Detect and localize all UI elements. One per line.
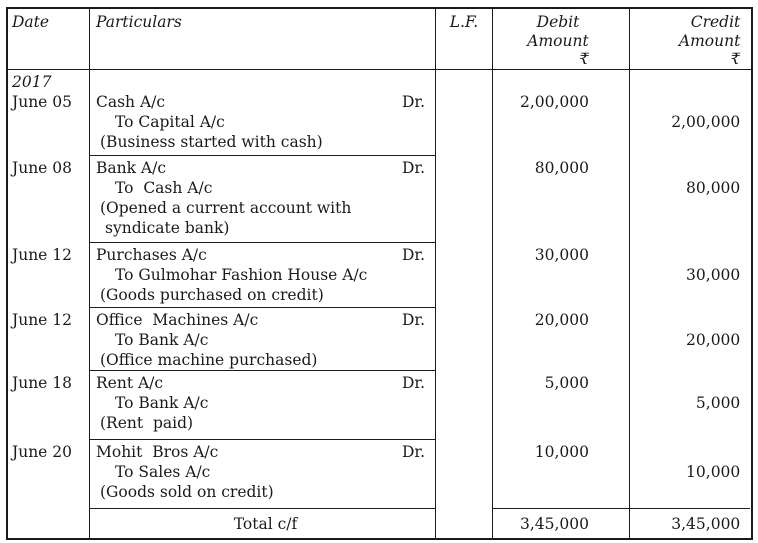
debit-account: Mohit Bros A/c [96, 442, 219, 461]
account-line [96, 442, 435, 462]
journal-entry-row [8, 308, 751, 371]
lf-cell [436, 508, 493, 538]
entry-date: June 18 [12, 373, 73, 392]
to-account-line: To Cash A/c [115, 178, 213, 197]
entry-year: 2017 [12, 72, 52, 91]
to-account-line: To Bank A/c [115, 330, 209, 349]
lf-cell [436, 156, 493, 243]
particulars-cell [90, 70, 436, 156]
journal-entry-row [8, 243, 751, 308]
credit-amount-cell: 20,000 [686, 330, 741, 349]
dr-label: Dr. [401, 373, 425, 392]
account-line [96, 373, 435, 393]
to-account-line: To Sales A/c [115, 462, 211, 481]
lf-cell [436, 371, 493, 440]
dr-label: Dr. [401, 92, 425, 111]
debit-amount-cell: 80,000 [493, 156, 630, 243]
journal-entry-row [8, 70, 751, 156]
dr-label: Dr. [401, 245, 425, 264]
debit-account: Purchases A/c [96, 245, 207, 264]
total-row [8, 508, 751, 538]
to-account-line: To Capital A/c [115, 112, 225, 131]
to-account-line: To Bank A/c [115, 393, 209, 412]
debit-account: Rent A/c [96, 373, 164, 392]
lf-cell [436, 308, 493, 371]
header-credit-line1: Credit [690, 13, 741, 31]
entry-date: June 08 [12, 158, 73, 177]
header-lf [436, 9, 493, 69]
journal-table [6, 7, 753, 540]
narration-line: (Goods sold on credit) [100, 482, 274, 501]
date-cell [8, 371, 90, 440]
header-particulars [90, 9, 436, 69]
debit-account: Cash A/c [96, 92, 166, 111]
narration-line: (Office machine purchased) [100, 350, 318, 369]
to-account-line: To Gulmohar Fashion House A/c [115, 265, 368, 284]
entry-date: June 20 [12, 442, 73, 461]
header-credit-line2: Amount [678, 31, 741, 50]
date-cell [8, 508, 90, 538]
total-credit-cell: 3,45,000 [630, 508, 750, 538]
account-line [96, 310, 435, 330]
credit-amount-cell: 10,000 [686, 462, 741, 481]
header-date [8, 9, 90, 69]
date-cell [8, 308, 90, 371]
particulars-cell [90, 308, 436, 371]
entry-date: June 12 [12, 245, 73, 264]
debit-amount-cell: 5,000 [493, 371, 630, 440]
debit-account: Office Machines A/c [96, 310, 259, 329]
total-debit-cell: 3,45,000 [493, 508, 630, 538]
credit-amount-cell: 2,00,000 [671, 112, 741, 131]
journal-header-row [8, 9, 751, 70]
account-line [96, 158, 435, 178]
date-cell [8, 440, 90, 508]
header-debit [493, 9, 630, 69]
account-line [96, 245, 435, 265]
account-line [96, 92, 435, 112]
debit-amount-cell: 10,000 [493, 440, 630, 508]
rupee-sign-credit: ₹ [730, 50, 741, 68]
date-cell [8, 70, 90, 156]
debit-account: Bank A/c [96, 158, 167, 177]
narration-line: (Goods purchased on credit) [100, 285, 324, 304]
narration-line: (Rent paid) [100, 413, 194, 432]
journal-entry-row [8, 156, 751, 243]
journal-entry-row [8, 371, 751, 440]
narration-line-2: syndicate bank) [105, 218, 230, 237]
dr-label: Dr. [401, 158, 425, 177]
header-debit-line2: Amount [527, 31, 589, 50]
debit-amount-cell: 30,000 [493, 243, 630, 308]
header-date-label: Date [12, 13, 50, 31]
narration-line: (Business started with cash) [100, 132, 323, 151]
particulars-cell [90, 243, 436, 308]
credit-amount-cell: 80,000 [686, 178, 741, 197]
header-particulars-label: Particulars [96, 13, 182, 31]
lf-cell [436, 243, 493, 308]
rupee-sign-debit: ₹ [579, 50, 589, 68]
credit-amount-cell: 30,000 [686, 265, 741, 284]
entry-date: June 05 [12, 92, 73, 111]
debit-amount-cell: 20,000 [493, 308, 630, 371]
lf-cell [436, 440, 493, 508]
date-cell [8, 243, 90, 308]
debit-amount-cell: 2,00,000 [493, 70, 630, 156]
narration-line: (Opened a current account with [100, 198, 352, 217]
particulars-cell [90, 440, 436, 508]
dr-label: Dr. [401, 310, 425, 329]
lf-cell [436, 70, 493, 156]
entry-date: June 12 [12, 310, 73, 329]
particulars-cell [90, 156, 436, 243]
header-lf-label: L.F. [449, 13, 479, 31]
particulars-cell [90, 371, 436, 440]
dr-label: Dr. [401, 442, 425, 461]
total-label-cell: Total c/f [90, 508, 436, 538]
credit-amount-cell: 5,000 [695, 393, 741, 412]
journal-entry-row [8, 440, 751, 508]
header-debit-line1: Debit [536, 13, 580, 31]
header-credit [630, 9, 750, 69]
date-cell [8, 156, 90, 243]
